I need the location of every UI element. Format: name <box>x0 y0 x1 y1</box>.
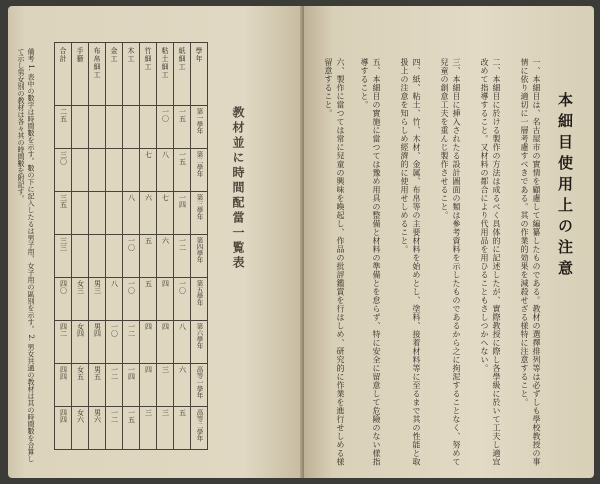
column-header-label: 金工 <box>110 47 118 63</box>
cell-value: 八 <box>127 194 136 201</box>
table-cell <box>157 278 174 321</box>
cell-value: 一五 <box>127 409 136 423</box>
cell-value: 一四 <box>127 366 136 380</box>
cell-value: 七 <box>161 194 170 201</box>
note-item-4: 四、紙、粘土、竹、木材、金属、布帛等の主要材料を始めとし、塗料、接着材料等に至るまで其の性能と取扱上の注意を知らしめ經濟的に使用せしめること。 <box>400 58 421 466</box>
cell-value: 六 <box>178 366 187 373</box>
table-cell <box>123 321 140 364</box>
column-header <box>89 43 106 106</box>
table-cell <box>55 106 72 149</box>
table-cell <box>140 192 157 235</box>
grade-cell <box>191 278 208 321</box>
table-row <box>55 278 208 321</box>
cell-value: 八 <box>161 151 170 158</box>
cell-value: 一二 <box>127 323 136 337</box>
table-cell <box>89 407 106 450</box>
cell-value: 三 <box>144 409 153 416</box>
cell-value: 女三 <box>76 280 85 294</box>
table-cell <box>157 106 174 149</box>
cell-value: 四二 <box>59 323 68 337</box>
grade-label: 高等二學年 <box>195 409 204 442</box>
table-header-row <box>55 43 208 106</box>
table-cell <box>72 106 89 149</box>
table-cell <box>55 149 72 192</box>
cell-value: 三 <box>161 366 170 373</box>
table-cell <box>174 192 191 235</box>
cell-value: 一〇 <box>161 108 170 122</box>
table-cell <box>72 321 89 364</box>
table-cell <box>89 278 106 321</box>
table-cell <box>157 192 174 235</box>
grade-label: 第六學年 <box>195 323 204 349</box>
table-cell <box>89 364 106 407</box>
table-cell <box>72 364 89 407</box>
column-header-label: 手藝 <box>76 47 84 63</box>
table-cell <box>174 235 191 278</box>
table-cell <box>157 149 174 192</box>
column-header <box>174 43 191 106</box>
table-cell <box>106 407 123 450</box>
curriculum-table <box>54 42 208 450</box>
note-item-6: 六、製作に當つては常に兒童の興味を喚起し、作品の批評鑑賞を行はしめ、研究的に作業を進行せしめる様留意すること。 <box>324 58 345 466</box>
column-header <box>72 43 89 106</box>
cell-value: 一〇 <box>127 280 136 294</box>
cell-value: 女四 <box>76 323 85 337</box>
note-item-2: 二、本細目に於ける製作の方法は成るべく具体的に記述したが、實際教授に際し各學級に於いて工夫し適宜改めて指導すること。又材料の都合により代用品を用ひることもさしつかへない。 <box>480 58 501 466</box>
note-item-1: 一、本細目は、名古屋市の實情を顧慮して編纂したものである。教材の選擇排列等は必ずしも學校教授の事情に依り適切に一層考慮すべきである。其の作業的効果を減殺せざる様特に注意すること。 <box>520 58 541 466</box>
cell-value: 一五 <box>178 151 187 165</box>
cell-value: 男六 <box>93 409 102 423</box>
table-cell <box>140 149 157 192</box>
table-row <box>55 321 208 364</box>
table-row <box>55 192 208 235</box>
table-title: 教材並に時間配當一覧表 <box>231 106 245 271</box>
column-header <box>106 43 123 106</box>
column-header-label: 紙細工 <box>178 47 186 71</box>
table-cell <box>157 364 174 407</box>
table-cell <box>157 321 174 364</box>
section-title: 本細目使用上の注意 <box>556 92 574 281</box>
cell-value: 男三 <box>93 280 102 294</box>
column-header-label: 竹細工 <box>144 47 152 71</box>
cell-value: 一〇 <box>110 323 119 337</box>
cell-value: 一〇 <box>127 237 136 251</box>
table-cell <box>89 149 106 192</box>
column-header-label: 粘土細工 <box>161 47 169 79</box>
table-cell <box>106 106 123 149</box>
grade-cell <box>191 407 208 450</box>
table-cell <box>106 235 123 278</box>
table-cell <box>72 407 89 450</box>
column-header-label: 木工 <box>127 47 135 63</box>
table-cell <box>89 192 106 235</box>
cell-value: 三〇 <box>59 151 68 165</box>
table-footnote: 備考 1. 表中の數字は時間數を示す。數の下に記入したるは男子用、女子用の區別を示す。 2. 男女共通の教材は其の時間數を合算して示し男女別の教材は各々其の時間數を附記す。 <box>17 48 35 463</box>
cell-value: 一二 <box>110 409 119 423</box>
left-page <box>8 6 304 478</box>
column-header-label: 學年 <box>195 47 203 63</box>
cell-value: 四 <box>144 366 153 373</box>
table-cell <box>55 364 72 407</box>
grade-cell <box>191 364 208 407</box>
right-page <box>304 6 594 478</box>
grade-cell <box>191 149 208 192</box>
table-cell <box>174 364 191 407</box>
table-cell <box>174 278 191 321</box>
grade-label: 第二學年 <box>195 151 204 177</box>
cell-value: 五 <box>144 280 153 287</box>
column-header <box>55 43 72 106</box>
column-header <box>157 43 174 106</box>
table-row <box>55 364 208 407</box>
column-header <box>123 43 140 106</box>
cell-value: 四四 <box>59 409 68 423</box>
cell-value: 四 <box>161 280 170 287</box>
cell-value: 五 <box>144 237 153 244</box>
column-header-label: 布帛細工 <box>93 47 101 79</box>
grade-label: 第五學年 <box>195 280 204 306</box>
cell-value: 四 <box>144 323 153 330</box>
table-cell <box>55 235 72 278</box>
table-cell <box>157 407 174 450</box>
cell-value: 六 <box>161 237 170 244</box>
table-cell <box>106 364 123 407</box>
table-cell <box>140 106 157 149</box>
grade-cell <box>191 106 208 149</box>
table-cell <box>89 321 106 364</box>
note-item-3: 三、本細目に挿入されたる設計圖面の類は參考資料を示したものであるから之に拘泥することなく、努めて兒童の創意工夫を重んじ製作させること。 <box>440 58 461 466</box>
table-cell <box>72 192 89 235</box>
table-cell <box>106 192 123 235</box>
cell-value: 女六 <box>76 409 85 423</box>
column-header <box>191 43 208 106</box>
table-cell <box>174 407 191 450</box>
cell-value: 一五 <box>178 108 187 122</box>
table-cell <box>174 149 191 192</box>
table-cell <box>55 407 72 450</box>
cell-value: 八 <box>110 280 119 287</box>
cell-value: 七 <box>144 151 153 158</box>
cell-value: 女五 <box>76 366 85 380</box>
table-cell <box>72 235 89 278</box>
table-cell <box>55 278 72 321</box>
table-cell <box>123 235 140 278</box>
cell-value: 六 <box>144 194 153 201</box>
table-cell <box>140 278 157 321</box>
cell-value: 三五 <box>59 194 68 208</box>
table-cell <box>123 106 140 149</box>
cell-value: 五 <box>178 409 187 416</box>
table-cell <box>89 235 106 278</box>
table-cell <box>140 364 157 407</box>
table-row <box>55 106 208 149</box>
table-cell <box>174 106 191 149</box>
table-cell <box>123 192 140 235</box>
table-cell <box>89 106 106 149</box>
table-cell <box>123 407 140 450</box>
table-cell <box>72 278 89 321</box>
table-cell <box>140 321 157 364</box>
column-header <box>140 43 157 106</box>
grade-label: 第一學年 <box>195 108 204 134</box>
grade-label: 高等一學年 <box>195 366 204 399</box>
table-cell <box>55 192 72 235</box>
table-cell <box>123 278 140 321</box>
cell-value: 男四 <box>93 323 102 337</box>
table-row <box>55 235 208 278</box>
cell-value: 一二 <box>110 366 119 380</box>
cell-value: 四四 <box>59 366 68 380</box>
cell-value: 八 <box>178 323 187 330</box>
cell-value: 四〇 <box>59 280 68 294</box>
table-cell <box>106 278 123 321</box>
cell-value: 一〇 <box>178 280 187 294</box>
grade-cell <box>191 321 208 364</box>
cell-value: 三三 <box>59 237 68 251</box>
table-cell <box>55 321 72 364</box>
cell-value: 一二 <box>178 237 187 251</box>
table-cell <box>106 149 123 192</box>
grade-cell <box>191 192 208 235</box>
table-cell <box>140 235 157 278</box>
table-cell <box>123 364 140 407</box>
table-cell <box>174 321 191 364</box>
table-row <box>55 407 208 450</box>
column-header-label: 合計 <box>59 47 67 63</box>
table-cell <box>157 235 174 278</box>
cell-value: 一四 <box>178 194 187 208</box>
cell-value: 二五 <box>59 108 68 122</box>
table-row <box>55 149 208 192</box>
note-item-5: 五、本細目の實施に當つては豫め用具の整備と材料の準備とを怠らず、特に安全に留意して危險のない様指導すること。 <box>360 58 381 466</box>
cell-value: 男五 <box>93 366 102 380</box>
cell-value: 三 <box>161 409 170 416</box>
grade-label: 第四學年 <box>195 237 204 263</box>
table-cell <box>140 407 157 450</box>
table-cell <box>72 149 89 192</box>
table-cell <box>123 149 140 192</box>
grade-cell <box>191 235 208 278</box>
cell-value: 四 <box>161 323 170 330</box>
grade-label: 第三學年 <box>195 194 204 220</box>
table-cell <box>106 321 123 364</box>
